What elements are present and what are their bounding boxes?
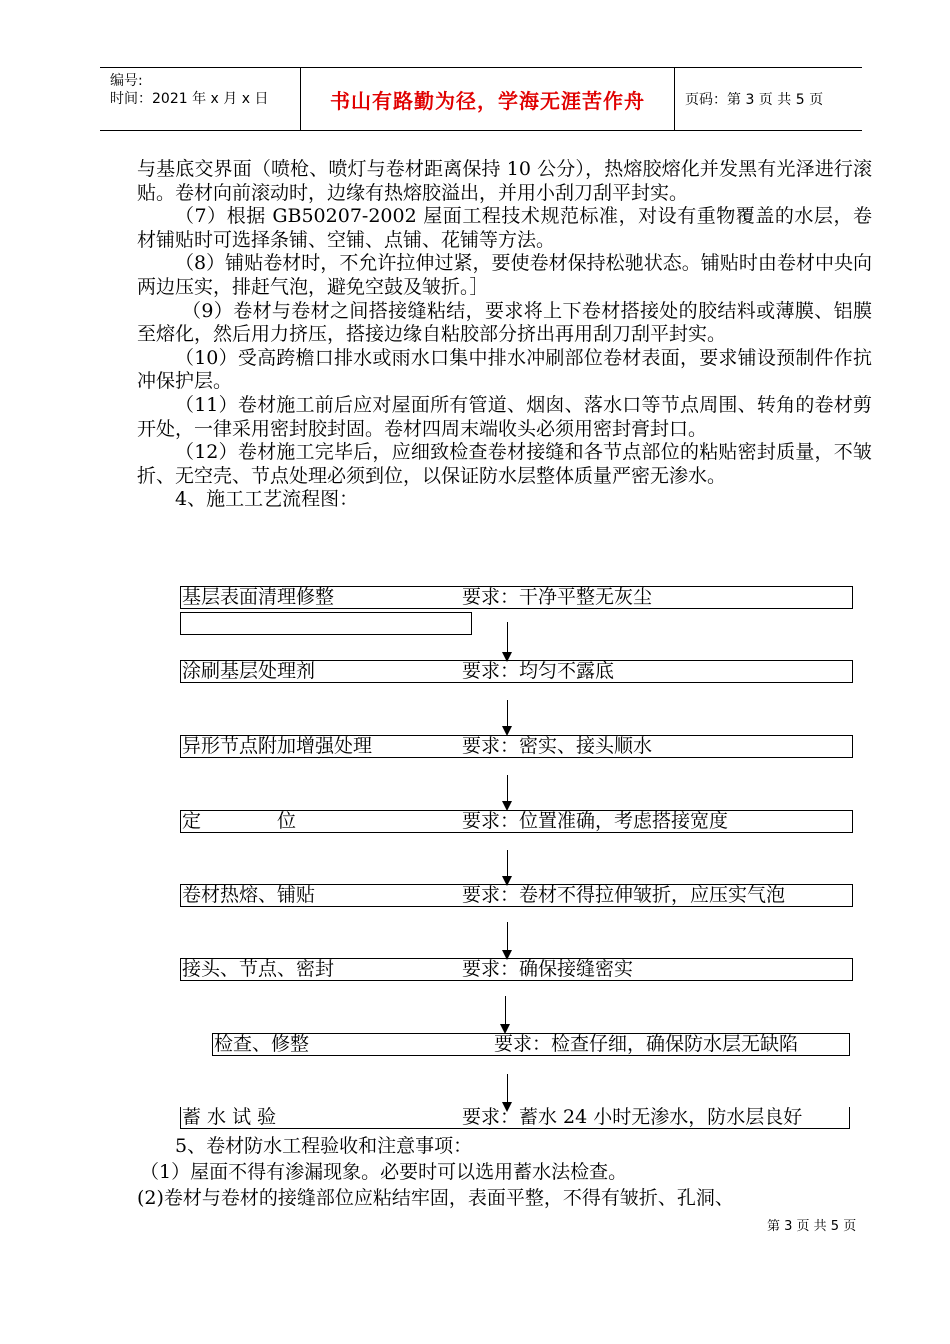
flow-arrow-line [507, 700, 508, 728]
header-motto [301, 68, 675, 130]
acceptance-section [137, 1133, 872, 1211]
flow-step-name: 异形节点附加增强处理 [182, 735, 373, 757]
flow-step-requirement: 要求：干净平整无灰尘 [462, 586, 653, 608]
motto-text: 书山有路勤为径，学海无涯苦作舟 [330, 88, 645, 113]
flow-arrow-line [507, 1074, 508, 1104]
flow-arrow-line [507, 922, 508, 952]
header-meta [100, 68, 301, 130]
flow-arrow-line [505, 996, 506, 1026]
flow-step-requirement: 要求：位置准确，考虑搭接宽度 [462, 810, 729, 832]
flow-step-requirement: 要求：确保接缝密实 [462, 958, 634, 980]
page-footer [767, 1215, 856, 1234]
paragraph: （8）铺贴卷材时，不允许拉伸过紧，要使卷材保持松驰状态。铺贴时由卷材中央向两边压实，排赶气泡，避免空鼓及皱折。］ [137, 252, 872, 298]
flow-step-box [180, 660, 853, 683]
flow-step-box [180, 735, 853, 758]
paragraph: 与基底交界面（喷枪、喷灯与卷材距离保持 10 公分），热熔胶熔化并发黑有光泽进行滚贴。卷材向前滚动时，边缘有热熔胶溢出，并用小刮刀刮平封实。 [137, 158, 872, 204]
paragraph: (2)卷材与卷材的接缝部位应粘结牢固，表面平整，不得有皱折、孔洞、 [137, 1187, 734, 1209]
flow-step-name: 定 位 [182, 810, 297, 832]
flow-arrow-line [507, 775, 508, 803]
paragraph: （11）卷材施工前后应对屋面所有管道、烟囱、落水口等节点周围、转角的卷材剪开处，一律采用密封胶封固。卷材四周末端收头必须用密封膏封口。 [137, 393, 872, 440]
flow-step-name: 接头、节点、密封 [182, 958, 335, 980]
flow-step-box [180, 586, 853, 609]
doc-number-label: 编号: [110, 73, 143, 89]
flow-step-requirement: 要求：均匀不露底 [462, 660, 615, 682]
flow-step-box [180, 958, 853, 981]
section-heading: 4、施工工艺流程图： [175, 488, 359, 511]
flow-step-box [180, 884, 853, 907]
page-header [100, 67, 862, 131]
paragraph: （10）受高跨檐口排水或雨水口集中排水冲刷部位卷材表面，要求铺设预制件作抗冲保护层。 [137, 346, 872, 393]
header-page-info [675, 68, 862, 130]
paragraph: （1）屋面不得有渗漏现象。必要时可以选用蓄水法检查。 [140, 1161, 628, 1183]
flow-step-name: 基层表面清理修整 [182, 586, 335, 608]
flow-blank-box [180, 612, 472, 635]
flow-step-requirement: 要求：密实、接头顺水 [462, 735, 653, 757]
flow-step-name: 涂刷基层处理剂 [182, 660, 316, 682]
flow-step-name: 检查、修整 [214, 1033, 310, 1055]
flow-step-box [212, 1033, 850, 1056]
flow-step-requirement: 要求：蓄水 24 小时无渗水，防水层良好 [462, 1106, 803, 1128]
paragraph: （9）卷材与卷材之间搭接缝粘结，要求将上下卷材搭接处的胶结料或薄膜、铝膜至熔化，然后用力挤压，搭接边缘自粘胶部分挤出再用刮刀刮平封实。 [137, 299, 872, 346]
flow-arrow-line [507, 850, 508, 878]
paragraph: （12）卷材施工完毕后，应细致检查卷材接缝和各节点部位的粘贴密封质量，不皱折、无空壳、节点处理必须到位，以保证防水层整体质量严密无渗水。 [137, 441, 872, 487]
doc-time-label: 时间：2021 年 x 月 x 日 [110, 91, 269, 107]
flow-step-requirement: 要求：检查仔细，确保防水层无缺陷 [494, 1033, 799, 1055]
flow-step-name: 蓄 水 试 验 [182, 1106, 277, 1128]
paragraph: （7）根据 GB50207-2002 屋面工程技术规范标准，对设有重物覆盖的水层，卷材铺贴时可选择条铺、空铺、点铺、花铺等方法。 [137, 205, 872, 251]
flow-step-requirement: 要求：卷材不得拉伸皱折，应压实气泡 [462, 884, 786, 906]
flow-step-name: 卷材热熔、铺贴 [182, 884, 316, 906]
section-heading: 5、卷材防水工程验收和注意事项： [175, 1135, 473, 1157]
page-info-text: 页码：第 3 页 共 5 页 [685, 92, 824, 108]
body-text [137, 158, 872, 512]
flow-arrow-line [507, 622, 508, 654]
flow-step-box [180, 810, 853, 833]
flow-step-box [180, 1107, 850, 1129]
footer-page-number: 第 3 页 共 5 页 [767, 1219, 857, 1234]
